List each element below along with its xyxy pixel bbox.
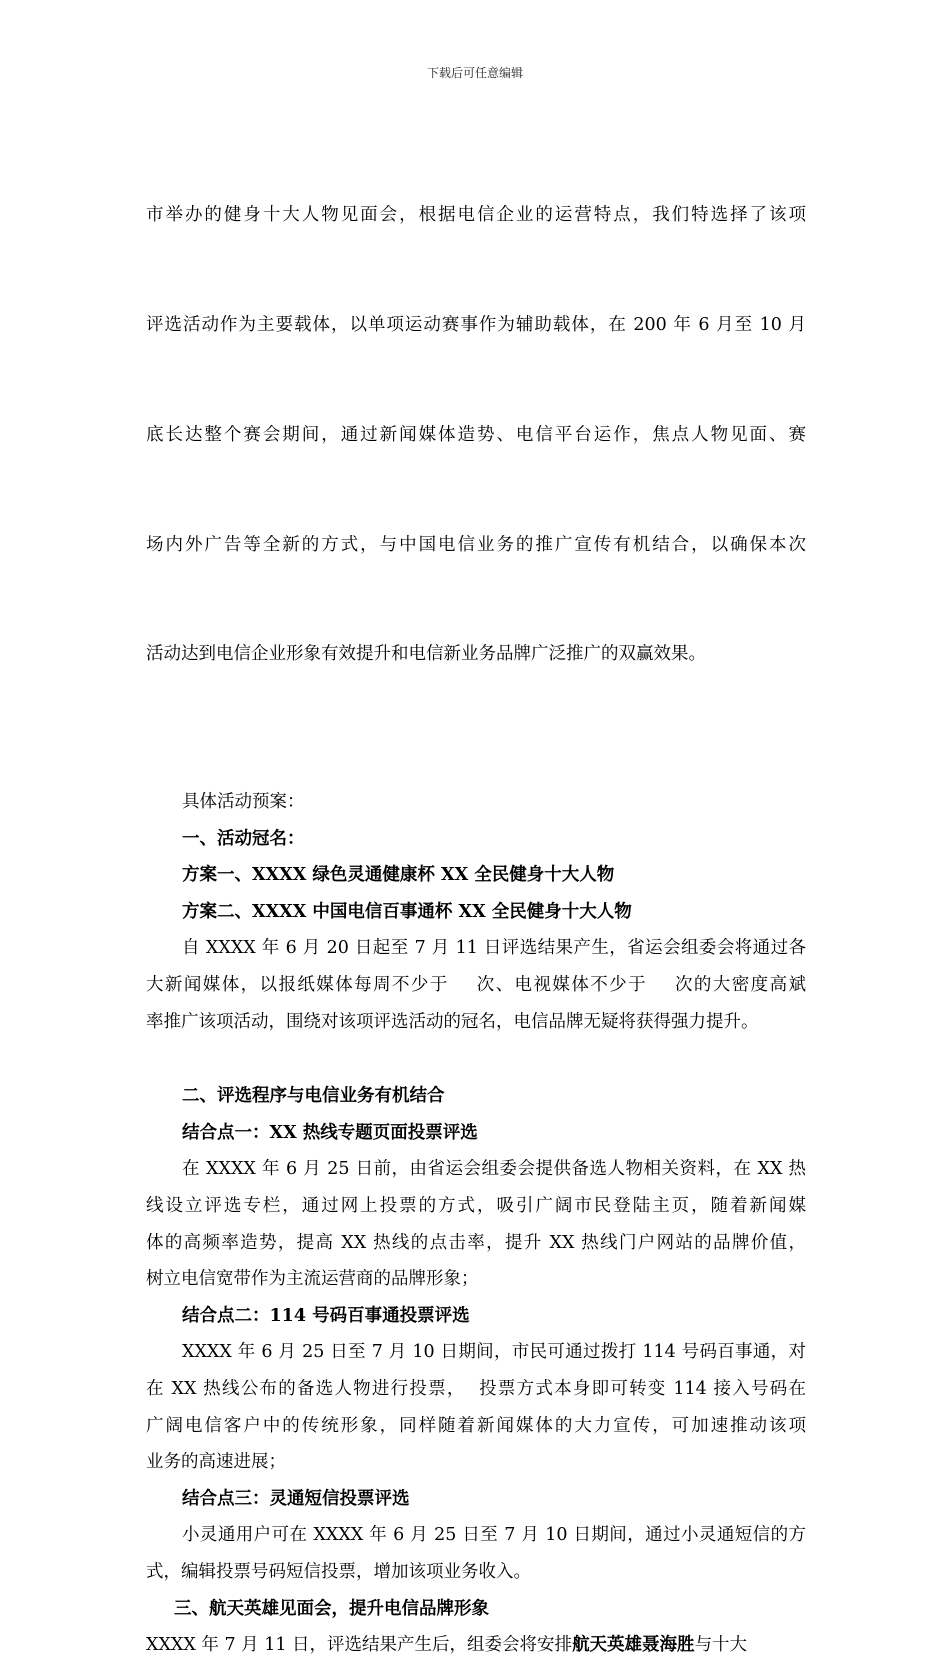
point-two-heading: 结合点二：114 号码百事通投票评选: [182, 1305, 470, 1326]
text-line: XXXX 年 6 月 25 日至 7 月 10 日期间，市民可通过拨打 114 号码百事通，对: [182, 1342, 806, 1363]
section-heading-3: 三、航天英雄见面会，提升电信品牌形象: [174, 1598, 489, 1619]
section-intro: 具体活动预案：: [182, 792, 305, 813]
section-heading-2: 二、评选程序与电信业务有机结合: [182, 1086, 445, 1107]
page-header: 下载后可任意编辑: [426, 66, 523, 80]
text-line: 市举办的健身十大人物见面会，根据电信企业的运营特点，我们特选择了该项: [146, 205, 806, 226]
text-line: 自 XXXX 年 6 月 20 日起至 7 月 11 日评选结果产生，省运会组委会将通过各: [182, 938, 806, 959]
text-line: 活动达到电信企业形象有效提升和电信新业务品牌广泛推广的双赢效果。: [146, 644, 706, 665]
intro-paragraph: [146, 124, 806, 746]
spacer: [146, 1040, 806, 1078]
point-one-heading: 结合点一：XX 热线专题页面投票评选: [182, 1122, 478, 1143]
text-line: 评选活动作为主要载体，以单项运动赛事作为辅助载体，在 200 年 6 月至 10 月: [146, 314, 806, 335]
text-line: 大新闻媒体，以报纸媒体每周不少于 次、电视媒体不少于 次的大密度高斌: [146, 975, 806, 996]
text-line: 底长达整个赛会期间，通过新闻媒体造势、电信平台运作，焦点人物见面、赛: [146, 424, 806, 445]
text-line: 广阔电信客户中的传统形象，同样随着新闻媒体的大力宣传，可加速推动该项: [146, 1415, 806, 1436]
text-line: 线设立评选专栏，通过网上投票的方式，吸引广阔市民登陆主页，随着新闻媒: [146, 1196, 806, 1217]
text-segment: XXXX 年 7 月 11 日，评选结果产生后，组委会将安排: [146, 1635, 573, 1656]
spacer: [146, 746, 806, 784]
text-line: 在 XX 热线公布的备选人物进行投票， 投票方式本身即可转变 114 接入号码在: [146, 1379, 806, 1399]
plan-two: 方案二、XXXX 中国电信百事通杯 XX 全民健身十大人物: [182, 901, 632, 922]
text-line: 场内外广告等全新的方式，与中国电信业务的推广宣传有机结合，以确保本次: [146, 534, 806, 555]
document-body: [146, 124, 806, 1664]
text-line: 业务的高速进展；: [146, 1452, 286, 1473]
text-line: 体的高频率造势，提高 XX 热线的点击率，提升 XX 热线门户网站的品牌价值，: [146, 1232, 806, 1253]
text-line: 树立电信宽带作为主流运营商的品牌形象；: [146, 1269, 479, 1290]
text-line: 小灵通用户可在 XXXX 年 6 月 25 日至 7 月 10 日期间，通过小灵通短信的方: [182, 1525, 806, 1546]
text-line: 式，编辑投票号码短信投票，增加该项业务收入。: [146, 1561, 531, 1582]
point-three-heading: 结合点三：灵通短信投票评选: [182, 1488, 410, 1509]
plan-one: 方案一、XXXX 绿色灵通健康杯 XX 全民健身十大人物: [182, 865, 615, 886]
text-segment: 与十大: [694, 1635, 748, 1656]
section-heading-1: 一、活动冠名：: [182, 828, 305, 849]
text-line: [146, 1627, 806, 1664]
text-line: 在 XXXX 年 6 月 25 日前，由省运会组委会提供备选人物相关资料，在 XX 热: [182, 1159, 806, 1180]
hero-name: 航天英雄聂海胜: [572, 1635, 695, 1656]
text-line: 率推广该项活动，围绕对该项评选活动的冠名，电信品牌无疑将获得强力提升。: [146, 1011, 759, 1032]
